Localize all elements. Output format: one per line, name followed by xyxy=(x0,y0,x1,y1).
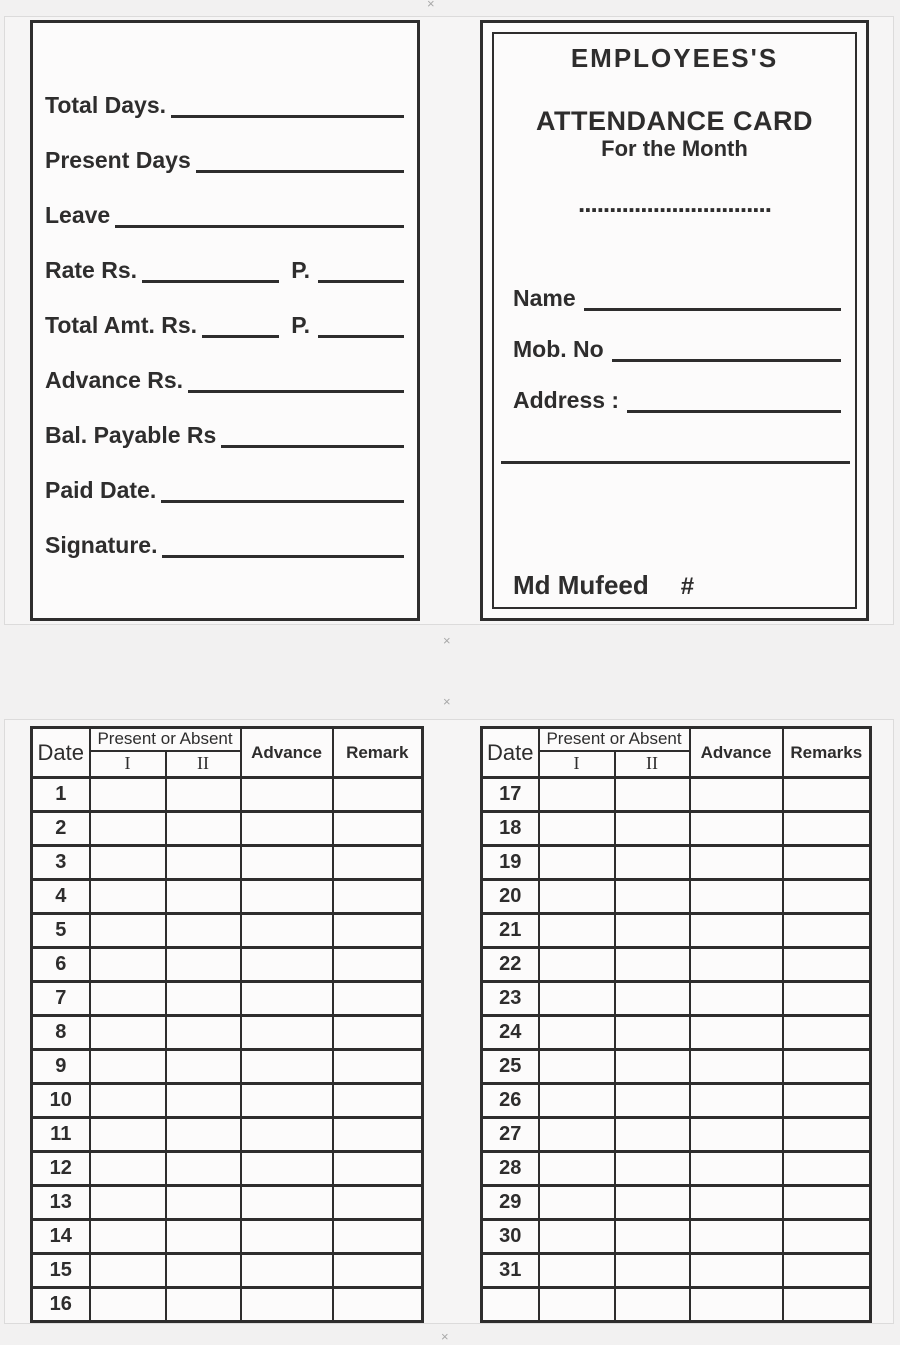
cell-advance xyxy=(241,1050,333,1084)
session-i-header: I xyxy=(90,751,166,778)
attendance-row xyxy=(482,914,871,948)
hash-mark: # xyxy=(680,573,695,600)
attendance-row xyxy=(32,1186,423,1220)
date-cell: 14 xyxy=(32,1220,90,1254)
session-ii-header: II xyxy=(615,751,690,778)
blank-line xyxy=(142,280,279,283)
attendance-row xyxy=(482,1084,871,1118)
cell-session-ii xyxy=(166,812,241,846)
date-header: Date xyxy=(482,728,539,778)
cell-remark xyxy=(783,914,871,948)
date-cell: 19 xyxy=(482,846,539,880)
cell-session-ii xyxy=(615,982,690,1016)
cell-session-ii xyxy=(166,880,241,914)
field-label: Name xyxy=(513,285,576,311)
cell-session-ii xyxy=(166,1152,241,1186)
cell-session-i xyxy=(90,1118,166,1152)
crop-mark: × xyxy=(443,694,451,709)
cell-session-i xyxy=(90,1186,166,1220)
field-signature xyxy=(45,530,404,560)
title-card xyxy=(480,20,869,621)
cell-session-i xyxy=(539,1118,615,1152)
cell-session-ii xyxy=(615,1220,690,1254)
date-cell: 22 xyxy=(482,948,539,982)
crop-mark: × xyxy=(443,633,451,648)
cell-session-ii xyxy=(615,1254,690,1288)
cell-session-ii xyxy=(166,948,241,982)
cell-remark xyxy=(333,982,423,1016)
cell-advance xyxy=(690,1118,783,1152)
cell-session-i xyxy=(539,1186,615,1220)
attendance-row xyxy=(32,778,423,812)
cell-session-i xyxy=(539,1220,615,1254)
date-cell: 2 xyxy=(32,812,90,846)
attendance-row xyxy=(32,948,423,982)
card-heading: ATTENDANCE CARD xyxy=(536,106,813,136)
cell-session-i xyxy=(90,1220,166,1254)
cell-advance xyxy=(690,1016,783,1050)
field-advance xyxy=(45,365,404,395)
blank-line xyxy=(115,225,404,228)
cell-session-ii xyxy=(615,1186,690,1220)
cell-session-i xyxy=(90,1050,166,1084)
cell-session-ii xyxy=(615,880,690,914)
cell-remark xyxy=(333,1118,423,1152)
session-ii-header: II xyxy=(166,751,241,778)
cell-advance xyxy=(690,1288,783,1322)
cell-session-i xyxy=(539,948,615,982)
date-header: Date xyxy=(32,728,90,778)
cell-advance xyxy=(690,1220,783,1254)
paise-label: P. xyxy=(291,257,310,283)
remark-header: Remark xyxy=(333,728,423,778)
cell-session-ii xyxy=(615,1016,690,1050)
attendance-row xyxy=(482,846,871,880)
blank-line xyxy=(612,359,841,362)
attendance-table-days-17-31 xyxy=(480,726,872,1323)
attendance-row xyxy=(482,1118,871,1152)
cell-remark xyxy=(333,914,423,948)
cell-session-ii xyxy=(615,812,690,846)
attendance-row xyxy=(32,846,423,880)
field-name xyxy=(513,283,841,313)
cell-session-ii xyxy=(166,778,241,812)
date-cell: 30 xyxy=(482,1220,539,1254)
field-total-days xyxy=(45,90,404,120)
date-cell: 4 xyxy=(32,880,90,914)
blank-line xyxy=(627,410,841,413)
cell-session-ii xyxy=(615,1152,690,1186)
cell-session-i xyxy=(539,1050,615,1084)
cell-remark xyxy=(333,1152,423,1186)
field-label: Bal. Payable Rs xyxy=(45,422,217,448)
field-label: Address : xyxy=(513,387,620,413)
cell-remark xyxy=(333,1220,423,1254)
cell-session-ii xyxy=(166,1118,241,1152)
cell-advance xyxy=(690,1084,783,1118)
cell-session-ii xyxy=(615,846,690,880)
cell-remark xyxy=(783,1084,871,1118)
blank-line xyxy=(171,115,404,118)
field-label: Total Amt. Rs. xyxy=(45,312,198,338)
cell-session-i xyxy=(90,1288,166,1322)
present-or-absent-header: Present or Absent xyxy=(539,728,690,751)
cell-remark xyxy=(783,1152,871,1186)
cell-session-ii xyxy=(166,1220,241,1254)
cell-session-i xyxy=(90,812,166,846)
date-cell: 12 xyxy=(32,1152,90,1186)
date-cell: 27 xyxy=(482,1118,539,1152)
field-mobile xyxy=(513,334,841,364)
date-cell: 16 xyxy=(32,1288,90,1322)
field-paid-date xyxy=(45,475,404,505)
card-title: EMPLOYEES'S xyxy=(570,43,779,73)
card-footer xyxy=(513,570,694,601)
cell-remark xyxy=(783,1016,871,1050)
date-cell: 9 xyxy=(32,1050,90,1084)
field-balance-payable xyxy=(45,420,404,450)
attendance-row xyxy=(32,1118,423,1152)
cell-session-ii xyxy=(615,1050,690,1084)
field-present-days xyxy=(45,145,404,175)
field-label: Leave xyxy=(45,202,111,228)
cell-advance xyxy=(241,1016,333,1050)
cell-advance xyxy=(690,1254,783,1288)
advance-header: Advance xyxy=(241,728,333,778)
cell-advance xyxy=(241,778,333,812)
cell-remark xyxy=(333,1084,423,1118)
field-label: Mob. No xyxy=(513,336,604,362)
cell-advance xyxy=(690,1152,783,1186)
card-subheading: For the Month xyxy=(601,136,748,161)
cell-session-ii xyxy=(166,846,241,880)
cell-advance xyxy=(690,812,783,846)
cell-advance xyxy=(241,1118,333,1152)
session-i-header: I xyxy=(539,751,615,778)
field-label: Signature. xyxy=(45,532,158,558)
cell-advance xyxy=(241,812,333,846)
field-label: Advance Rs. xyxy=(45,367,184,393)
cell-session-i xyxy=(539,1016,615,1050)
attendance-table-body xyxy=(32,778,423,1322)
attendance-row xyxy=(482,778,871,812)
date-cell: 29 xyxy=(482,1186,539,1220)
cell-session-ii xyxy=(615,914,690,948)
cell-remark xyxy=(783,1118,871,1152)
cell-session-i xyxy=(90,1084,166,1118)
cell-advance xyxy=(241,1152,333,1186)
attendance-row xyxy=(482,1016,871,1050)
blank-line xyxy=(318,335,404,338)
cell-session-i xyxy=(539,914,615,948)
cell-session-ii xyxy=(166,1084,241,1118)
cell-session-i xyxy=(539,812,615,846)
paise-label: P. xyxy=(291,312,310,338)
cell-remark xyxy=(333,1288,423,1322)
date-cell: 28 xyxy=(482,1152,539,1186)
attendance-row xyxy=(32,1254,423,1288)
cell-session-ii xyxy=(166,1050,241,1084)
cell-session-i xyxy=(539,880,615,914)
attendance-row xyxy=(32,1288,423,1322)
date-cell: 23 xyxy=(482,982,539,1016)
cell-advance xyxy=(690,1050,783,1084)
attendance-row xyxy=(482,1220,871,1254)
date-cell: 8 xyxy=(32,1016,90,1050)
cell-session-i xyxy=(539,1254,615,1288)
cell-remark xyxy=(333,1254,423,1288)
cell-remark xyxy=(783,1186,871,1220)
blank-line xyxy=(162,555,404,558)
cell-session-i xyxy=(539,1152,615,1186)
summary-card xyxy=(30,20,420,621)
field-label: Present Days xyxy=(45,147,191,173)
date-cell xyxy=(482,1288,539,1322)
blank-line xyxy=(202,335,279,338)
cell-remark xyxy=(783,812,871,846)
date-cell: 24 xyxy=(482,1016,539,1050)
field-rate xyxy=(45,255,404,285)
field-label: Total Days. xyxy=(45,92,166,118)
date-cell: 3 xyxy=(32,846,90,880)
field-label: Rate Rs. xyxy=(45,257,138,283)
cell-advance xyxy=(241,914,333,948)
date-cell: 20 xyxy=(482,880,539,914)
cell-advance xyxy=(690,880,783,914)
attendance-table-body xyxy=(482,778,871,1322)
date-cell: 1 xyxy=(32,778,90,812)
cell-advance xyxy=(690,846,783,880)
footer-name: Md Mufeed xyxy=(513,570,649,600)
cell-session-ii xyxy=(615,778,690,812)
cell-session-ii xyxy=(166,1016,241,1050)
month-dotted-line: ............................... xyxy=(578,187,771,218)
cell-session-ii xyxy=(166,914,241,948)
crop-mark: × xyxy=(427,0,435,11)
cell-remark xyxy=(333,846,423,880)
date-cell: 7 xyxy=(32,982,90,1016)
cell-session-ii xyxy=(615,1288,690,1322)
cell-advance xyxy=(241,1254,333,1288)
cell-remark xyxy=(783,1288,871,1322)
cell-remark xyxy=(333,1016,423,1050)
date-cell: 31 xyxy=(482,1254,539,1288)
cell-remark xyxy=(333,1186,423,1220)
blank-line xyxy=(318,280,404,283)
blank-line xyxy=(584,308,841,311)
cell-advance xyxy=(690,914,783,948)
attendance-row xyxy=(32,1220,423,1254)
attendance-table-days-1-16 xyxy=(30,726,424,1323)
cell-remark xyxy=(333,948,423,982)
advance-header: Advance xyxy=(690,728,783,778)
cell-advance xyxy=(241,846,333,880)
cell-advance xyxy=(690,948,783,982)
cell-session-i xyxy=(90,982,166,1016)
cell-remark xyxy=(333,880,423,914)
cell-remark xyxy=(783,880,871,914)
cell-advance xyxy=(241,1084,333,1118)
blank-line xyxy=(196,170,404,173)
cell-session-i xyxy=(539,778,615,812)
cell-advance xyxy=(241,1186,333,1220)
date-cell: 26 xyxy=(482,1084,539,1118)
cell-session-i xyxy=(539,846,615,880)
field-label: Paid Date. xyxy=(45,477,157,503)
field-address xyxy=(513,385,841,415)
field-total-amount xyxy=(45,310,404,340)
attendance-row xyxy=(482,812,871,846)
cell-session-i xyxy=(539,1084,615,1118)
attendance-row xyxy=(482,982,871,1016)
cell-advance xyxy=(241,948,333,982)
cell-remark xyxy=(783,846,871,880)
blank-line xyxy=(188,390,404,393)
cell-session-i xyxy=(90,880,166,914)
date-cell: 17 xyxy=(482,778,539,812)
date-cell: 18 xyxy=(482,812,539,846)
cell-session-ii xyxy=(166,1186,241,1220)
attendance-row xyxy=(482,1152,871,1186)
date-cell: 25 xyxy=(482,1050,539,1084)
cell-session-i xyxy=(90,1152,166,1186)
cell-session-i xyxy=(90,948,166,982)
cell-advance xyxy=(690,778,783,812)
cell-remark xyxy=(783,1220,871,1254)
attendance-row xyxy=(32,1084,423,1118)
date-cell: 11 xyxy=(32,1118,90,1152)
cell-advance xyxy=(241,880,333,914)
cell-remark xyxy=(783,1050,871,1084)
cell-session-ii xyxy=(615,1084,690,1118)
attendance-row xyxy=(32,914,423,948)
cell-remark xyxy=(783,1254,871,1288)
cell-session-i xyxy=(539,1288,615,1322)
cell-session-i xyxy=(90,778,166,812)
cell-session-i xyxy=(539,982,615,1016)
attendance-row xyxy=(32,982,423,1016)
cell-advance xyxy=(241,1220,333,1254)
blank-line xyxy=(161,500,404,503)
field-leave xyxy=(45,200,404,230)
blank-line xyxy=(221,445,404,448)
attendance-row xyxy=(482,1050,871,1084)
date-cell: 13 xyxy=(32,1186,90,1220)
attendance-row xyxy=(32,812,423,846)
cell-remark xyxy=(783,948,871,982)
present-or-absent-header: Present or Absent xyxy=(90,728,241,751)
cell-advance xyxy=(241,982,333,1016)
cell-session-i xyxy=(90,846,166,880)
cell-remark xyxy=(333,778,423,812)
date-cell: 15 xyxy=(32,1254,90,1288)
attendance-row xyxy=(32,1016,423,1050)
cell-session-ii xyxy=(615,948,690,982)
attendance-row xyxy=(482,880,871,914)
date-cell: 5 xyxy=(32,914,90,948)
cell-session-ii xyxy=(615,1118,690,1152)
cell-advance xyxy=(690,982,783,1016)
cell-advance xyxy=(241,1288,333,1322)
cell-session-ii xyxy=(166,1288,241,1322)
date-cell: 6 xyxy=(32,948,90,982)
crop-mark: × xyxy=(441,1329,449,1344)
blank-line xyxy=(501,461,850,464)
cell-session-i xyxy=(90,1016,166,1050)
attendance-row xyxy=(32,1050,423,1084)
attendance-row xyxy=(482,948,871,982)
attendance-row xyxy=(482,1186,871,1220)
date-cell: 10 xyxy=(32,1084,90,1118)
attendance-row xyxy=(482,1288,871,1322)
cell-remark xyxy=(333,1050,423,1084)
cell-remark xyxy=(783,982,871,1016)
cell-session-i xyxy=(90,914,166,948)
attendance-row xyxy=(32,880,423,914)
cell-session-i xyxy=(90,1254,166,1288)
date-cell: 21 xyxy=(482,914,539,948)
cell-remark xyxy=(783,778,871,812)
cell-remark xyxy=(333,812,423,846)
attendance-row xyxy=(32,1152,423,1186)
cell-advance xyxy=(690,1186,783,1220)
cell-session-ii xyxy=(166,1254,241,1288)
attendance-row xyxy=(482,1254,871,1288)
remarks-header: Remarks xyxy=(783,728,871,778)
cell-session-ii xyxy=(166,982,241,1016)
